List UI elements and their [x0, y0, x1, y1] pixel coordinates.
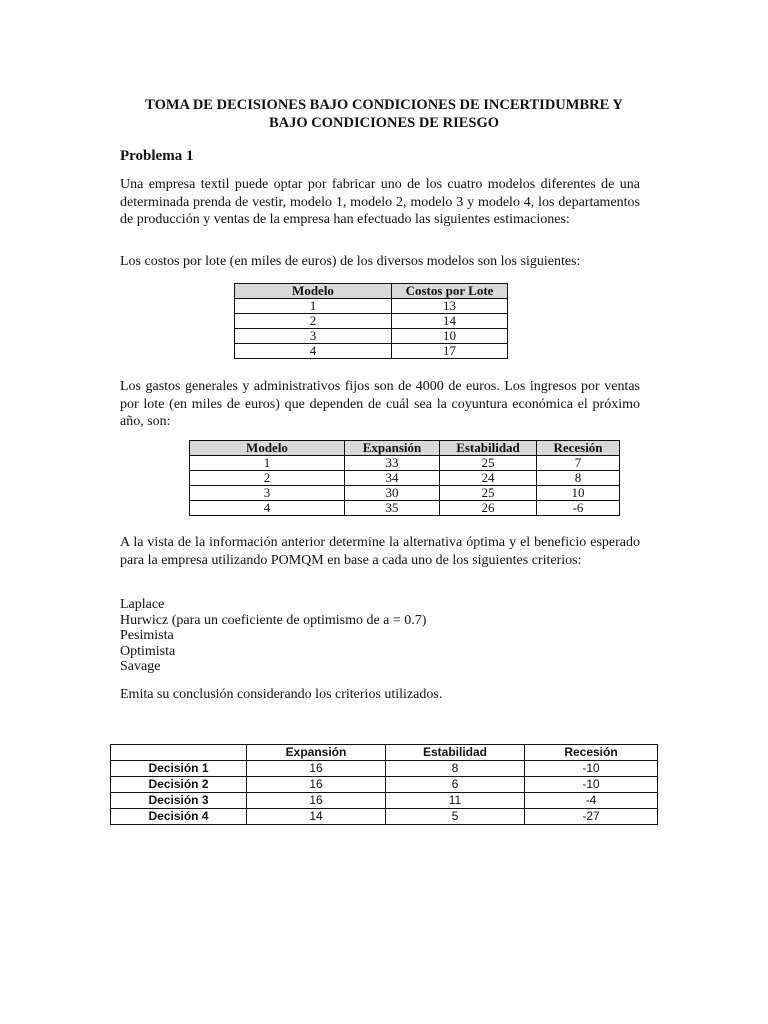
costs-cell: 10 [392, 329, 508, 344]
table-row [190, 501, 620, 516]
profit-row-label: Decisión 2 [111, 777, 247, 793]
income-cell: 25 [440, 486, 537, 501]
task-paragraph: A la vista de la información anterior determine la alternativa óptima y el beneficio esperado para la empresa utilizando POMQM en base a cada uno de los siguientes criterios: [120, 535, 640, 568]
profit-table-header [111, 745, 658, 761]
table-row [235, 299, 508, 314]
income-header-expansion: Expansión [345, 441, 440, 456]
costs-cell: 3 [235, 329, 392, 344]
title-line-1: TOMA DE DECISIONES BAJO CONDICIONES DE INCERTIDUMBRE Y [145, 97, 623, 113]
income-cell: 26 [440, 501, 537, 516]
criterion-pesimista: Pesimista [120, 628, 174, 643]
profit-cell: 8 [386, 761, 525, 777]
income-cell: 2 [190, 471, 345, 486]
profit-cell: -10 [525, 777, 658, 793]
criterion-optimista: Optimista [120, 643, 176, 659]
profit-cell: 6 [386, 777, 525, 793]
profit-cell: 5 [386, 809, 525, 825]
income-header-model: Modelo [190, 441, 345, 456]
income-header-stability: Estabilidad [440, 441, 537, 456]
table-row [235, 344, 508, 359]
profit-cell: 16 [247, 777, 386, 793]
conclusion-paragraph: Emita su conclusión considerando los criterios utilizados. [120, 687, 443, 702]
income-cell: 1 [190, 456, 345, 471]
profit-cell: -27 [525, 809, 658, 825]
income-cell: 10 [537, 486, 620, 501]
income-cell: -6 [537, 501, 620, 516]
costs-cell: 14 [392, 314, 508, 329]
income-table [189, 440, 620, 516]
criterion-hurwicz: Hurwicz (para un coeficiente de optimismo de a = 0.7) [120, 612, 427, 628]
costs-cell: 2 [235, 314, 392, 329]
criteria-list [120, 597, 426, 675]
table-row [190, 471, 620, 486]
table-row [190, 456, 620, 471]
income-cell: 35 [345, 501, 440, 516]
income-table-header [190, 441, 620, 456]
income-cell: 33 [345, 456, 440, 471]
income-cell: 34 [345, 471, 440, 486]
profit-cell: -4 [525, 793, 658, 809]
profit-header-recession: Recesión [525, 745, 658, 761]
income-cell: 25 [440, 456, 537, 471]
intro-paragraph: Una empresa textil puede optar por fabricar uno de los cuatro modelos diferentes de una determinada prenda de vestir, modelo 1, modelo 2, modelo 3 y modelo 4, los departamentos de producción y ventas de la empresa han efectuado las siguientes estimaciones: [120, 177, 640, 227]
table-row [111, 793, 658, 809]
profit-cell: -10 [525, 761, 658, 777]
income-cell: 4 [190, 501, 345, 516]
income-cell: 8 [537, 471, 620, 486]
document-title [100, 96, 668, 132]
profit-cell: 16 [247, 793, 386, 809]
table-row [111, 761, 658, 777]
costs-cell: 17 [392, 344, 508, 359]
costs-header-model: Modelo [235, 284, 392, 299]
profit-header-expansion: Expansión [247, 745, 386, 761]
table-row [111, 809, 658, 825]
problem-heading: Problema 1 [120, 148, 194, 164]
income-cell: 7 [537, 456, 620, 471]
costs-table-header [235, 284, 508, 299]
income-header-recession: Recesión [537, 441, 620, 456]
profit-row-label: Decisión 1 [111, 761, 247, 777]
profit-header-stability: Estabilidad [386, 745, 525, 761]
income-cell: 30 [345, 486, 440, 501]
table-row [235, 329, 508, 344]
income-cell: 24 [440, 471, 537, 486]
table-row [235, 314, 508, 329]
title-line-2: BAJO CONDICIONES DE RIESGO [268, 115, 500, 131]
profit-cell: 14 [247, 809, 386, 825]
costs-table [234, 283, 508, 359]
costs-cell: 4 [235, 344, 392, 359]
overhead-paragraph: Los gastos generales y administrativos fijos son de 4000 de euros. Los ingresos por ventas por lote (en miles de euros) que dependen de cuál sea la coyuntura económica el próximo año, son: [120, 379, 640, 429]
profit-cell: 16 [247, 761, 386, 777]
costs-cell: 13 [392, 299, 508, 314]
criterion-savage: Savage [120, 659, 161, 674]
income-cell: 3 [190, 486, 345, 501]
costs-intro-paragraph: Los costos por lote (en miles de euros) de los diversos modelos son los siguientes: [120, 254, 581, 269]
profit-cell: 11 [386, 793, 525, 809]
profit-row-label: Decisión 3 [111, 793, 247, 809]
profit-table [110, 744, 658, 825]
costs-header-cost: Costos por Lote [392, 284, 508, 299]
table-row [190, 486, 620, 501]
profit-row-label: Decisión 4 [111, 809, 247, 825]
profit-header-empty [111, 745, 247, 761]
table-row [111, 777, 658, 793]
criterion-laplace: Laplace [120, 597, 165, 612]
costs-cell: 1 [235, 299, 392, 314]
